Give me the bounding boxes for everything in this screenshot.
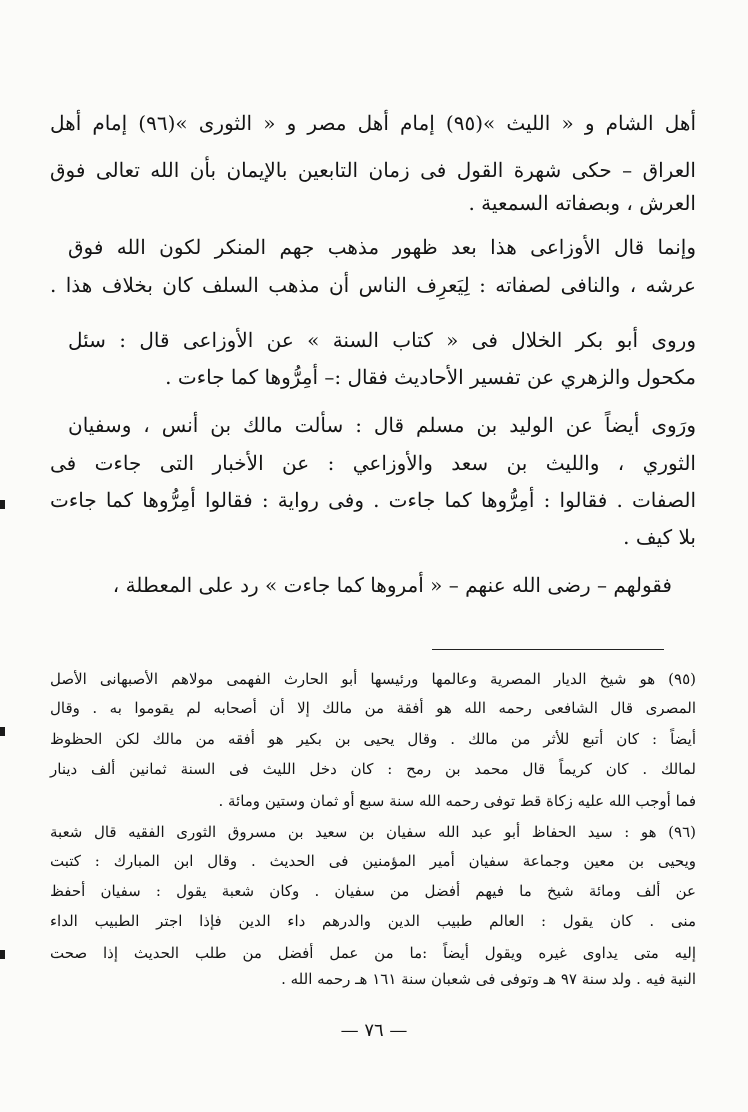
text-line: أهل الشام و « الليث »(٩٥) إمام أهل مصر و « الثورى »(٩٦) إمام أهل (50, 111, 697, 135)
footnote-line: أيضاً : كان أتبع للأثر من مالك . وقال يحيى بن بكير هو أفقه من مالك لكن الحظوظ (50, 730, 696, 748)
footnote-line: لمالك . كان كريماً قال محمد بن رمح : كان دخل الليث فى السنة ثمانين ألف دينار (50, 760, 696, 778)
text-line: بلا كيف . (623, 525, 696, 549)
text-line: وروى أبو بكر الخلال فى « كتاب السنة » عن الأوزاعى قال : سئل (68, 328, 696, 352)
footnote-line: ويحيى بن معين وجماعة سفيان أمير المؤمنين فى الحديث . وقال ابن المبارك : كتبت (50, 852, 696, 870)
text-line: الصفات . فقالوا : أمِرُّوها كما جاءت . وفى رواية : فقالوا أمِرُّوها كما جاءت (50, 488, 696, 512)
binding-mark (0, 727, 5, 736)
text-line: العراق – حكى شهرة القول فى زمان التابعين بالإيمان بأن الله تعالى فوق (50, 158, 696, 182)
binding-mark (0, 950, 5, 959)
footnote-line: إليه متى يداوى غيره ويقول أيضاً :ما من عمل أفضل من طلب الحديث إذا صحت (50, 944, 696, 962)
footnote-line: (٩٦) هو : سيد الحفاظ أبو عبد الله سفيان بن سعيد بن مسروق الثورى الفقيه قال شعبة (50, 823, 696, 841)
text-line: عرشه ، والنافى لصفاته : لِيَعرِف الناس أن مذهب السلف كان بخلاف هذا . (50, 273, 696, 297)
page-number: — ٧٦ — (340, 1020, 408, 1041)
text-line: وإنما قال الأوزاعى هذا بعد ظهور مذهب جهم المنكر لكون الله فوق (68, 235, 696, 259)
binding-mark (0, 500, 5, 509)
text-line: العرش ، وبصفاته السمعية . (468, 191, 696, 215)
text-line: الثوري ، والليث بن سعد والأوزاعي : عن الأخبار التى جاءت فى (50, 451, 696, 475)
footnote-line: عن ألف ومائة شيخ ما فيهم أفضل من سفيان . وكان شعبة يقول : سفيان أحفظ (50, 882, 696, 900)
footnote-line: (٩٥) هو شيخ الديار المصرية وعالمها ورئيسها أبو الحارث الفهمى مولاهم الأصبهانى الأصل (50, 670, 696, 688)
text-line: مكحول والزهري عن تفسير الأحاديث فقال :– أمِرُّوها كما جاءت . (165, 365, 696, 389)
footnote-line: المصرى قال الشافعى رحمه الله هو أفقة من مالك إلا أن أصحابه لم يقوموا به . وقال (50, 699, 696, 717)
text-line: فقولهم – رضى الله عنهم – « أمروها كما جاءت » رد على المعطلة ، (112, 573, 672, 597)
footnote-line: فما أوجب الله عليه زكاة قط توفى رحمه الله سنة سبع أو ثمان وستين ومائة . (218, 792, 696, 810)
footnote-line: منى . كان يقول : العالم طبيب الدين والدرهم داء الدين فإذا اجتر الطبيب الداء (50, 912, 696, 930)
footnote-line: النية فيه . ولد سنة ٩٧ هـ وتوفى فى شعبان سنة ١٦١ هـ رحمه الله . (281, 970, 696, 988)
text-line: ورَوى أيضاً عن الوليد بن مسلم قال : سألت مالك بن أنس ، وسفيان (68, 413, 696, 437)
footnote-separator (432, 649, 664, 650)
